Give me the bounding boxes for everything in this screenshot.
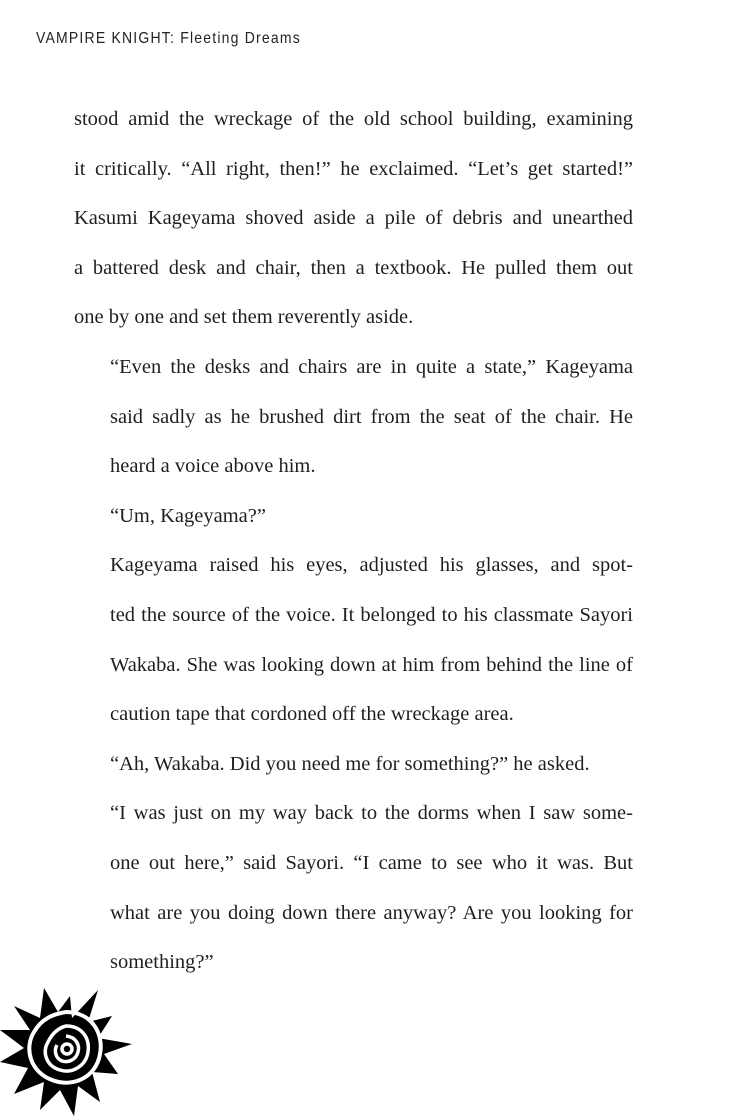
text-line: caution tape that cordoned off the wreckage area. [110, 703, 514, 726]
text-line: “Um, Kageyama?” [110, 504, 266, 527]
body-text [74, 95, 633, 988]
text-line: Kageyama raised his eyes, adjusted his glasses, and spot- [110, 554, 633, 577]
text-line: it critically. “All right, then!” he exclaimed. “Let’s get started!” [74, 157, 633, 180]
text-line: a battered desk and chair, then a textbook. He pulled them out [74, 256, 633, 279]
running-header [36, 28, 301, 46]
text-line: “Ah, Wakaba. Did you need me for something?” he asked. [110, 752, 590, 775]
paragraph [74, 740, 633, 790]
running-title-series: VAMPIRE KNIGHT [36, 28, 171, 47]
text-line: one by one and set them reverently aside. [74, 306, 414, 329]
running-title-separator: : [170, 28, 181, 47]
paragraph [74, 492, 633, 542]
paragraph [74, 789, 633, 987]
text-line: Wakaba. She was looking down at him from behind the line of [110, 653, 633, 676]
text-line: what are you doing down there anyway? Are you looking for [110, 901, 633, 924]
paragraph [74, 95, 633, 343]
running-title-book: Fleeting Dreams [180, 28, 301, 47]
text-line: one out here,” said Sayori. “I came to see who it was. But [110, 851, 633, 874]
text-line: something?” [110, 951, 214, 974]
rose-ornament-icon [0, 982, 140, 1116]
text-line: heard a voice above him. [110, 455, 316, 478]
text-line: ted the source of the voice. It belonged to his classmate Sayori [110, 603, 633, 626]
paragraph [74, 541, 633, 739]
text-line: “I was just on my way back to the dorms when I saw some- [110, 802, 633, 825]
text-line: “Even the desks and chairs are in quite a state,” Kageyama [110, 355, 633, 378]
text-line: stood amid the wreckage of the old school building, examining [74, 108, 633, 130]
text-line: said sadly as he brushed dirt from the seat of the chair. He [110, 405, 633, 428]
text-line: Kasumi Kageyama shoved aside a pile of debris and unearthed [74, 207, 633, 230]
paragraph [74, 343, 633, 492]
